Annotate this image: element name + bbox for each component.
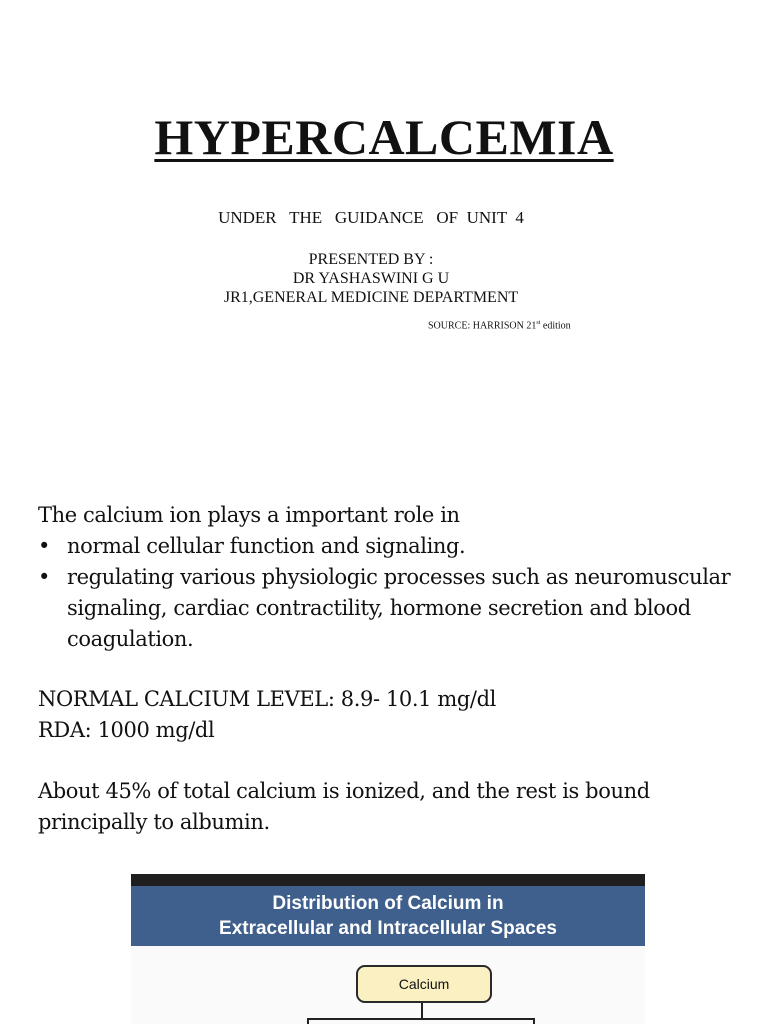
intro-text: The calcium ion plays a important role in (38, 503, 460, 527)
role-bullet-list (38, 531, 738, 655)
presented-by-label: PRESENTED BY : (308, 251, 434, 268)
source-suffix: edition (540, 320, 571, 332)
calcium-node: Calcium (356, 965, 492, 1003)
figure-header (131, 886, 645, 946)
calcium-distribution-figure (131, 874, 645, 1024)
page-title (0, 108, 768, 166)
source-superscript: st (536, 320, 541, 326)
bullet-item (38, 531, 738, 562)
presenter-block (0, 250, 742, 307)
presenter-department: JR1,GENERAL MEDICINE DEPARTMENT (223, 289, 519, 306)
bullet-item (38, 562, 738, 655)
source-citation (428, 320, 571, 331)
bullet-symbol: • (38, 565, 50, 589)
bullet-text: normal cellular function and signaling. (67, 534, 466, 558)
connector-line (307, 1018, 309, 1024)
figure-top-bar (131, 874, 645, 886)
presenter-name: DR YASHASWINI G U (292, 270, 450, 287)
connector-line (533, 1018, 535, 1024)
source-text: SOURCE: HARRISON 21 (428, 320, 537, 332)
rda-value: RDA: 1000 mg/dl (38, 718, 215, 742)
figure-header-line-2: Extracellular and Intracellular Spaces (219, 918, 557, 939)
figure-header-line-1: Distribution of Calcium in (272, 893, 504, 914)
ionized-calcium-note: About 45% of total calcium is ionized, and the rest is bound principally to albumin. (38, 779, 650, 834)
connector-line (307, 1018, 535, 1020)
connector-line (421, 1003, 423, 1019)
title-text: HYPERCALCEMIA (154, 109, 614, 165)
bullet-symbol: • (38, 534, 50, 558)
guidance-line: UNDER THE GUIDANCE OF UNIT 4 (218, 208, 524, 227)
bullet-text: regulating various physiologic processes such as neuromuscular signaling, cardiac contractility, hormone secretion and blood coagulation. (67, 565, 731, 651)
normal-calcium-level: NORMAL CALCIUM LEVEL: 8.9- 10.1 mg/dl (38, 687, 496, 711)
